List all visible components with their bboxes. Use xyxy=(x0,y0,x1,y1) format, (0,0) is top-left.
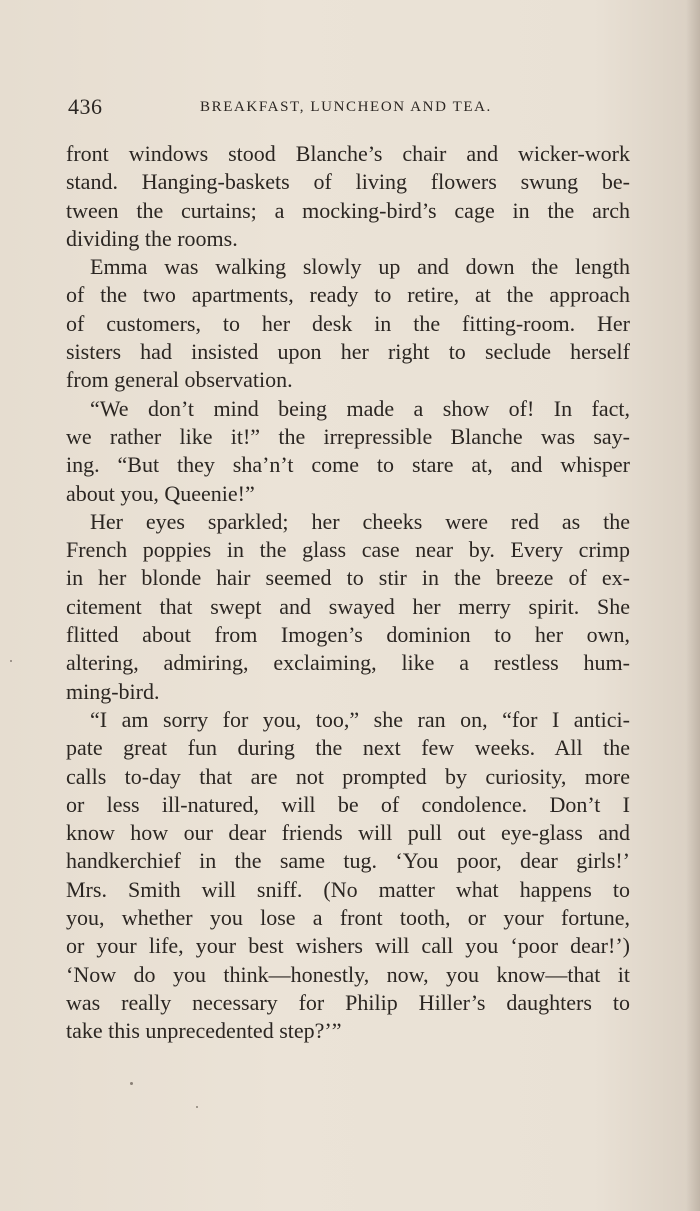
text-line: Her eyes sparkled; her cheeks were red as the xyxy=(90,508,630,534)
text-line: from general observation. xyxy=(66,367,293,393)
text-line: in her blonde hair seemed to stir in the breeze of ex- xyxy=(66,565,630,591)
running-title: BREAKFAST, LUNCHEON AND TEA. xyxy=(200,99,492,115)
text-line: we rather like it!” the irrepressible Blanche was say- xyxy=(66,423,630,449)
page-header xyxy=(66,94,632,124)
paper-speck xyxy=(10,660,12,662)
text-line: ‘Now do you think—honestly, now, you know—that it xyxy=(66,961,630,987)
text-line: ing. “But they sha’n’t come to stare at, and whisper xyxy=(66,452,630,478)
text-line: citement that swept and swayed her merry spirit. She xyxy=(66,593,630,619)
body-text xyxy=(66,140,630,1046)
text-line: “We don’t mind being made a show of! In fact, xyxy=(90,395,630,421)
text-line: calls to-day that are not prompted by curiosity, more xyxy=(66,763,630,789)
text-line: stand. Hanging-baskets of living flowers swung be- xyxy=(66,169,630,195)
text-line: handkerchief in the same tug. ‘You poor, dear girls!’ xyxy=(66,848,630,874)
text-line: dividing the rooms. xyxy=(66,225,238,251)
text-line: Emma was walking slowly up and down the length xyxy=(90,254,630,280)
text-line: flitted about from Imogen’s dominion to her own, xyxy=(66,622,630,648)
text-line: about you, Queenie!” xyxy=(66,480,255,506)
text-line: Mrs. Smith will sniff. (No matter what happens to xyxy=(66,876,630,902)
text-line: of the two apartments, ready to retire, at the approach xyxy=(66,282,630,308)
paper-speck xyxy=(196,1106,198,1108)
text-line: French poppies in the glass case near by. Every crimp xyxy=(66,537,630,563)
text-line: front windows stood Blanche’s chair and wicker-work xyxy=(66,141,630,166)
text-line: or less ill-natured, will be of condolence. Don’t I xyxy=(66,791,630,817)
page-edge-shadow xyxy=(686,0,700,1211)
text-line: of customers, to her desk in the fitting-room. Her xyxy=(66,310,630,336)
text-line: tween the curtains; a mocking-bird’s cage in the arch xyxy=(66,197,630,223)
text-line: take this unprecedented step?’” xyxy=(66,1018,342,1044)
text-line: know how our dear friends will pull out eye-glass and xyxy=(66,820,630,846)
text-line: sisters had insisted upon her right to seclude herself xyxy=(66,339,630,365)
text-line: pate great fun during the next few weeks. All the xyxy=(66,735,630,761)
text-line: was really necessary for Philip Hiller’s daughters to xyxy=(66,989,630,1015)
paper-speck xyxy=(130,1082,133,1085)
page-number: 436 xyxy=(68,94,103,119)
text-line: or your life, your best wishers will call you ‘poor dear!’) xyxy=(66,933,630,959)
text-line: ming-bird. xyxy=(66,678,160,704)
text-line: “I am sorry for you, too,” she ran on, “for I antici- xyxy=(90,706,630,732)
text-line: altering, admiring, exclaiming, like a restless hum- xyxy=(66,650,630,676)
text-line: you, whether you lose a front tooth, or your fortune, xyxy=(66,905,630,931)
